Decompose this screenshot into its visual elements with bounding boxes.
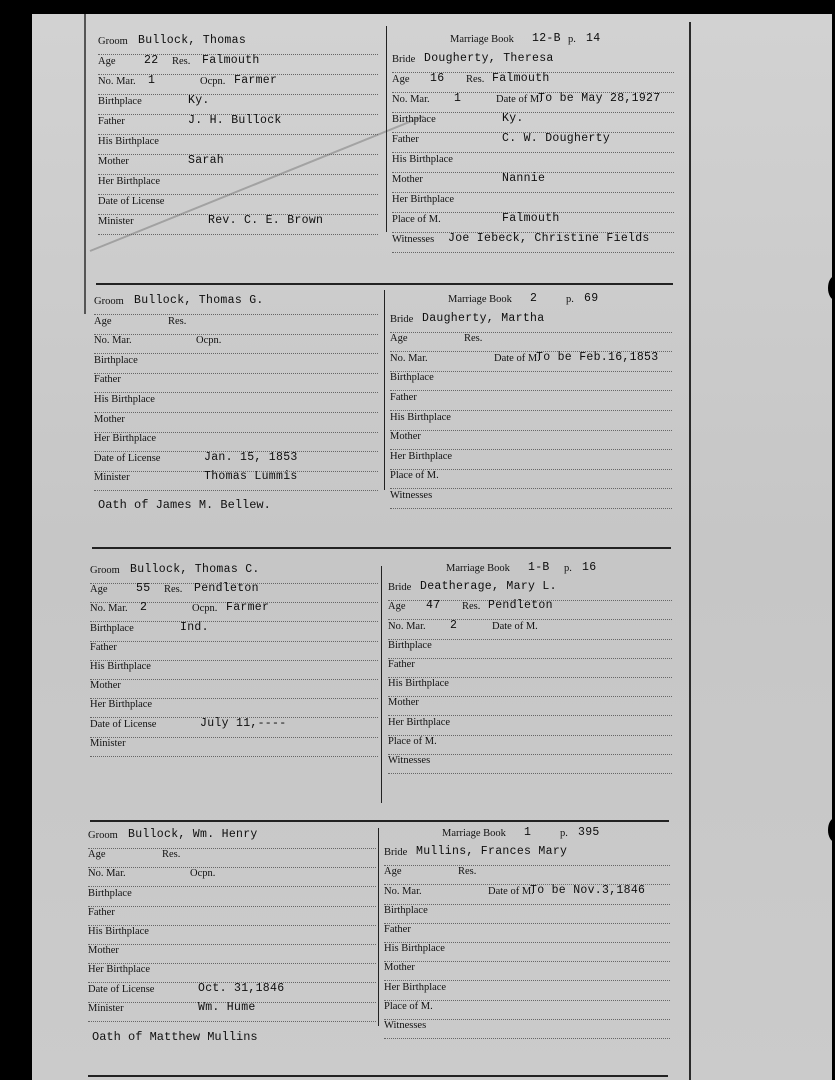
field-label: Bride: [392, 54, 416, 65]
bride-field-no-mar: [384, 883, 670, 905]
bride-no-mar-value: 1: [454, 92, 462, 105]
punch-hole: [828, 276, 835, 300]
groom-groom-value: Bullock, Thomas C.: [130, 563, 260, 576]
res-label: Res.: [462, 601, 481, 613]
bride-field-mother: [388, 697, 672, 716]
groom-no-mar-value: 1: [148, 74, 156, 87]
field-label: Mother: [94, 413, 125, 425]
bride-date-of-m-value: To be Feb.16,1853: [536, 350, 659, 364]
field-label: Date of License: [94, 452, 161, 464]
groom-minister-value: Thomas Lummis: [204, 470, 298, 484]
bride-field-no-mar: [392, 94, 674, 113]
bride-field-mother: [392, 174, 674, 193]
page-number-value: 14: [586, 32, 601, 45]
bride-field-witnesses: [388, 755, 672, 774]
record-separator: [88, 1075, 668, 1077]
groom-minister-value: Wm. Hume: [198, 1000, 256, 1014]
groom-field-minister: [94, 472, 378, 491]
marriage-book-value: 1: [524, 826, 532, 839]
marriage-book-value: 12-B: [532, 32, 561, 45]
bride-field-place-of-m: [390, 470, 672, 489]
bride-field-age: [384, 866, 670, 885]
date-of-m-label: Date of M.: [496, 94, 542, 105]
page-edge-line: [84, 14, 86, 314]
marriage-book-label: Marriage Book: [450, 34, 514, 45]
groom-field-her-birthplace: [88, 964, 376, 983]
groom-field-her-birthplace: [98, 176, 378, 195]
bride-bride-value: Daugherty, Martha: [422, 311, 545, 325]
bride-field-place-of-m: [388, 736, 672, 755]
groom-groom-value: Bullock, Thomas: [138, 34, 247, 47]
bride-field-witnesses: [384, 1020, 670, 1039]
bride-field-birthplace: [388, 640, 672, 659]
groom-date-of-license-value: Oct. 31,1846: [198, 981, 285, 995]
bride-field-age: [388, 601, 672, 620]
field-label: His Birthplace: [94, 394, 155, 405]
bride-field-father: [384, 924, 670, 943]
field-label: Age: [388, 601, 406, 613]
bride-field-her-birthplace: [390, 451, 672, 470]
field-label: Age: [390, 333, 408, 345]
field-label: Minister: [94, 472, 130, 484]
bride-field-marriage-book: [390, 294, 672, 312]
field-label: Her Birthplace: [388, 716, 451, 728]
field-label: Date of License: [98, 196, 165, 207]
groom-field-birthplace: [90, 620, 378, 642]
bride-field-his-birthplace: [390, 412, 672, 431]
bride-place-of-m-value: Falmouth: [502, 212, 560, 225]
groom-field-date-of-license: [88, 981, 376, 1003]
groom-field-his-birthplace: [98, 136, 378, 155]
field-label: Her Birthplace: [392, 194, 455, 205]
field-label: Birthplace: [88, 887, 132, 899]
bride-field-place-of-m: [392, 214, 674, 233]
bride-field-his-birthplace: [384, 943, 670, 962]
groom-field-birthplace: [88, 888, 376, 907]
page-label: p.: [560, 828, 568, 839]
field-label: Father: [90, 641, 117, 653]
bride-field-father: [390, 392, 672, 411]
field-label: Groom: [90, 565, 120, 576]
res-label: Res.: [458, 866, 477, 878]
field-label: His Birthplace: [392, 154, 453, 165]
bride-field-his-birthplace: [388, 678, 672, 697]
bride-field-witnesses: [390, 490, 672, 509]
field-label: Birthplace: [90, 622, 134, 634]
bride-field-father: [388, 659, 672, 678]
marriage-book-value: 2: [530, 292, 538, 305]
marriage-book-label: Marriage Book: [442, 828, 506, 839]
field-label: Father: [98, 116, 125, 127]
bride-birthplace-value: Ky.: [502, 112, 524, 125]
groom-no-mar-value: 2: [140, 601, 148, 615]
bride-bride-value: Deatherage, Mary L.: [420, 580, 557, 594]
bride-field-bride: [392, 54, 674, 73]
bride-no-mar-value: 2: [450, 618, 458, 632]
groom-field-age: [94, 316, 378, 335]
bride-field-his-birthplace: [392, 154, 674, 173]
bride-field-birthplace: [384, 905, 670, 924]
field-label: Age: [94, 315, 112, 327]
field-label: Place of M.: [392, 214, 441, 225]
field-label: No. Mar.: [90, 603, 128, 615]
field-label: No. Mar.: [384, 885, 422, 897]
field-label: Witnesses: [392, 234, 435, 245]
ocpn-label: Ocpn.: [192, 603, 218, 615]
field-label: No. Mar.: [392, 94, 430, 105]
field-label: Age: [392, 74, 410, 85]
field-label: Age: [384, 866, 402, 878]
field-label: Minister: [98, 216, 134, 227]
oath-note: Oath of Matthew Mullins: [92, 1030, 258, 1044]
groom-field-father: [94, 374, 378, 393]
field-label: Date of License: [90, 718, 157, 730]
groom-field-minister: [88, 1000, 376, 1022]
res-label: Res.: [168, 315, 187, 327]
bride-field-no-mar: [390, 350, 672, 372]
field-label: Her Birthplace: [98, 176, 161, 187]
groom-res-value: Falmouth: [202, 54, 260, 67]
field-label: Father: [392, 134, 419, 145]
bride-field-bride: [390, 311, 672, 333]
punch-hole: [828, 818, 835, 842]
field-label: Her Birthplace: [390, 450, 453, 462]
ocpn-label: Ocpn.: [190, 868, 216, 880]
groom-field-his-birthplace: [88, 926, 376, 945]
field-label: Age: [88, 849, 106, 861]
field-label: No. Mar.: [388, 620, 426, 632]
bride-field-bride: [384, 847, 670, 866]
bride-field-age: [392, 74, 674, 93]
field-label: No. Mar.: [88, 868, 126, 880]
bride-field-mother: [390, 431, 672, 450]
date-of-m-label: Date of M.: [494, 352, 540, 364]
field-label: His Birthplace: [384, 943, 445, 955]
field-label: Minister: [90, 737, 126, 749]
bride-field-marriage-book: [392, 34, 674, 52]
oath-note: Oath of James M. Bellew.: [98, 498, 271, 512]
field-label: His Birthplace: [90, 661, 151, 672]
field-label: Mother: [98, 156, 129, 167]
field-label: Place of M.: [390, 470, 439, 482]
res-label: Res.: [162, 849, 181, 861]
bride-field-marriage-book: [388, 563, 672, 581]
field-label: Bride: [388, 582, 412, 594]
groom-mother-value: Sarah: [188, 154, 225, 167]
groom-field-minister: [98, 216, 378, 235]
field-label: His Birthplace: [88, 926, 149, 937]
groom-father-value: J. H. Bullock: [188, 114, 282, 127]
groom-groom-value: Bullock, Wm. Henry: [128, 828, 258, 841]
groom-field-no-mar: [94, 335, 378, 354]
groom-field-mother: [90, 680, 378, 699]
field-label: His Birthplace: [388, 678, 449, 690]
field-label: Bride: [390, 313, 414, 325]
field-label: Place of M.: [388, 735, 437, 747]
groom-field-mother: [94, 414, 378, 433]
groom-field-father: [90, 642, 378, 661]
bride-field-witnesses: [392, 234, 674, 253]
groom-field-his-birthplace: [90, 661, 378, 680]
field-label: Birthplace: [390, 372, 434, 384]
bride-field-mother: [384, 962, 670, 981]
groom-birthplace-value: Ky.: [188, 94, 210, 107]
groom-field-date-of-license: [98, 196, 378, 215]
groom-ocpn-value: Farmer: [234, 74, 278, 87]
bride-bride-value: Mullins, Frances Mary: [416, 845, 568, 859]
res-label: Res.: [172, 56, 191, 67]
field-label: Birthplace: [392, 114, 436, 125]
bride-field-marriage-book: [384, 828, 670, 846]
record-separator: [90, 820, 669, 822]
field-label: Groom: [98, 36, 128, 47]
bride-field-her-birthplace: [388, 717, 672, 736]
field-label: Place of M.: [384, 1000, 433, 1012]
groom-age-value: 55: [136, 582, 151, 596]
column-divider: [384, 290, 385, 490]
bride-bride-value: Dougherty, Theresa: [424, 52, 554, 65]
groom-date-of-license-value: July 11,----: [200, 716, 287, 730]
page-label: p.: [564, 563, 572, 574]
groom-field-father: [98, 116, 378, 135]
field-label: Birthplace: [388, 639, 432, 651]
page-label: p.: [566, 294, 574, 305]
field-label: Witnesses: [384, 1020, 427, 1031]
groom-field-birthplace: [94, 355, 378, 374]
field-label: No. Mar.: [94, 335, 132, 347]
ocpn-label: Ocpn.: [200, 76, 226, 87]
column-divider: [386, 26, 387, 232]
field-label: Date of License: [88, 983, 155, 995]
field-label: Age: [98, 56, 116, 67]
page-edge-line: [689, 22, 691, 1080]
res-label: Res.: [466, 74, 485, 85]
bride-res-value: Pendleton: [488, 599, 553, 613]
bride-witnesses-value: Joe Iebeck, Christine Fields: [448, 232, 650, 245]
record-separator: [96, 283, 673, 285]
field-label: Her Birthplace: [384, 981, 447, 993]
field-label: Bride: [384, 847, 408, 859]
groom-field-age: [98, 56, 378, 75]
field-label: His Birthplace: [390, 411, 451, 423]
groom-field-date-of-license: [90, 716, 378, 738]
bride-field-birthplace: [392, 114, 674, 133]
groom-field-groom: [88, 830, 376, 849]
bride-field-bride: [388, 582, 672, 601]
field-label: No. Mar.: [98, 76, 136, 87]
bride-field-birthplace: [390, 372, 672, 391]
groom-field-her-birthplace: [94, 433, 378, 452]
groom-field-his-birthplace: [94, 394, 378, 413]
groom-res-value: Pendleton: [194, 582, 259, 596]
bride-age-value: 47: [426, 599, 441, 613]
field-label: Birthplace: [98, 96, 142, 107]
groom-field-mother: [98, 156, 378, 175]
field-label: Minister: [88, 1002, 124, 1014]
field-label: No. Mar.: [390, 352, 428, 364]
bride-date-of-m-value: To be May 28,1927: [538, 92, 661, 105]
field-label: Her Birthplace: [88, 964, 151, 976]
groom-field-groom: [94, 296, 378, 315]
groom-field-no-mar: [98, 76, 378, 95]
field-label: Groom: [94, 296, 124, 307]
groom-field-no-mar: [88, 868, 376, 887]
field-label: Birthplace: [384, 904, 428, 916]
groom-field-no-mar: [90, 603, 378, 622]
res-label: Res.: [464, 333, 483, 345]
ocpn-label: Ocpn.: [196, 335, 222, 347]
groom-field-birthplace: [98, 96, 378, 115]
bride-field-her-birthplace: [384, 982, 670, 1001]
groom-field-age: [88, 849, 376, 868]
groom-minister-value: Rev. C. E. Brown: [208, 214, 324, 227]
res-label: Res.: [164, 584, 183, 596]
bride-field-no-mar: [388, 618, 672, 640]
groom-field-age: [90, 584, 378, 603]
field-label: Birthplace: [94, 354, 138, 366]
field-label: Mother: [88, 945, 119, 957]
groom-date-of-license-value: Jan. 15, 1853: [204, 450, 298, 464]
record-separator: [92, 547, 671, 549]
marriage-book-label: Marriage Book: [446, 563, 510, 574]
field-label: Witnesses: [390, 490, 433, 501]
groom-ocpn-value: Farmer: [226, 601, 270, 615]
bride-res-value: Falmouth: [492, 72, 550, 85]
groom-field-groom: [90, 565, 378, 584]
groom-groom-value: Bullock, Thomas G.: [134, 294, 264, 307]
column-divider: [381, 566, 382, 803]
field-label: Father: [94, 374, 121, 386]
field-label: Father: [384, 924, 411, 935]
page-number-value: 395: [578, 826, 600, 839]
field-label: Father: [390, 392, 417, 403]
field-label: Witnesses: [388, 755, 431, 766]
marriage-book-label: Marriage Book: [448, 294, 512, 305]
groom-field-her-birthplace: [90, 699, 378, 718]
groom-field-groom: [98, 36, 378, 55]
groom-birthplace-value: Ind.: [180, 620, 209, 634]
groom-age-value: 22: [144, 54, 159, 67]
field-label: Father: [88, 906, 115, 918]
date-of-m-label: Date of M.: [488, 885, 534, 897]
page-label: p.: [568, 34, 576, 45]
field-label: Mother: [392, 174, 423, 185]
page-number-value: 16: [582, 561, 597, 574]
field-label: Her Birthplace: [94, 433, 157, 445]
bride-field-age: [390, 333, 672, 352]
field-label: Her Birthplace: [90, 699, 153, 711]
page-number-value: 69: [584, 292, 599, 305]
marriage-book-value: 1-B: [528, 561, 550, 574]
date-of-m-label: Date of M.: [492, 620, 538, 632]
field-label: Mother: [384, 962, 415, 974]
groom-field-date-of-license: [94, 450, 378, 472]
field-label: Groom: [88, 830, 118, 841]
field-label: Mother: [90, 680, 121, 692]
bride-field-her-birthplace: [392, 194, 674, 213]
bride-field-father: [392, 134, 674, 153]
field-label: Age: [90, 584, 108, 596]
bride-field-place-of-m: [384, 1001, 670, 1020]
bride-age-value: 16: [430, 72, 445, 85]
groom-field-father: [88, 907, 376, 926]
groom-field-mother: [88, 945, 376, 964]
field-label: Mother: [390, 431, 421, 443]
groom-field-minister: [90, 738, 378, 757]
field-label: Mother: [388, 697, 419, 709]
bride-father-value: C. W. Dougherty: [502, 132, 611, 145]
bride-date-of-m-value: To be Nov.3,1846: [530, 883, 646, 897]
bride-mother-value: Nannie: [502, 172, 546, 185]
field-label: Father: [388, 659, 415, 670]
field-label: His Birthplace: [98, 136, 159, 147]
column-divider: [378, 828, 379, 1026]
